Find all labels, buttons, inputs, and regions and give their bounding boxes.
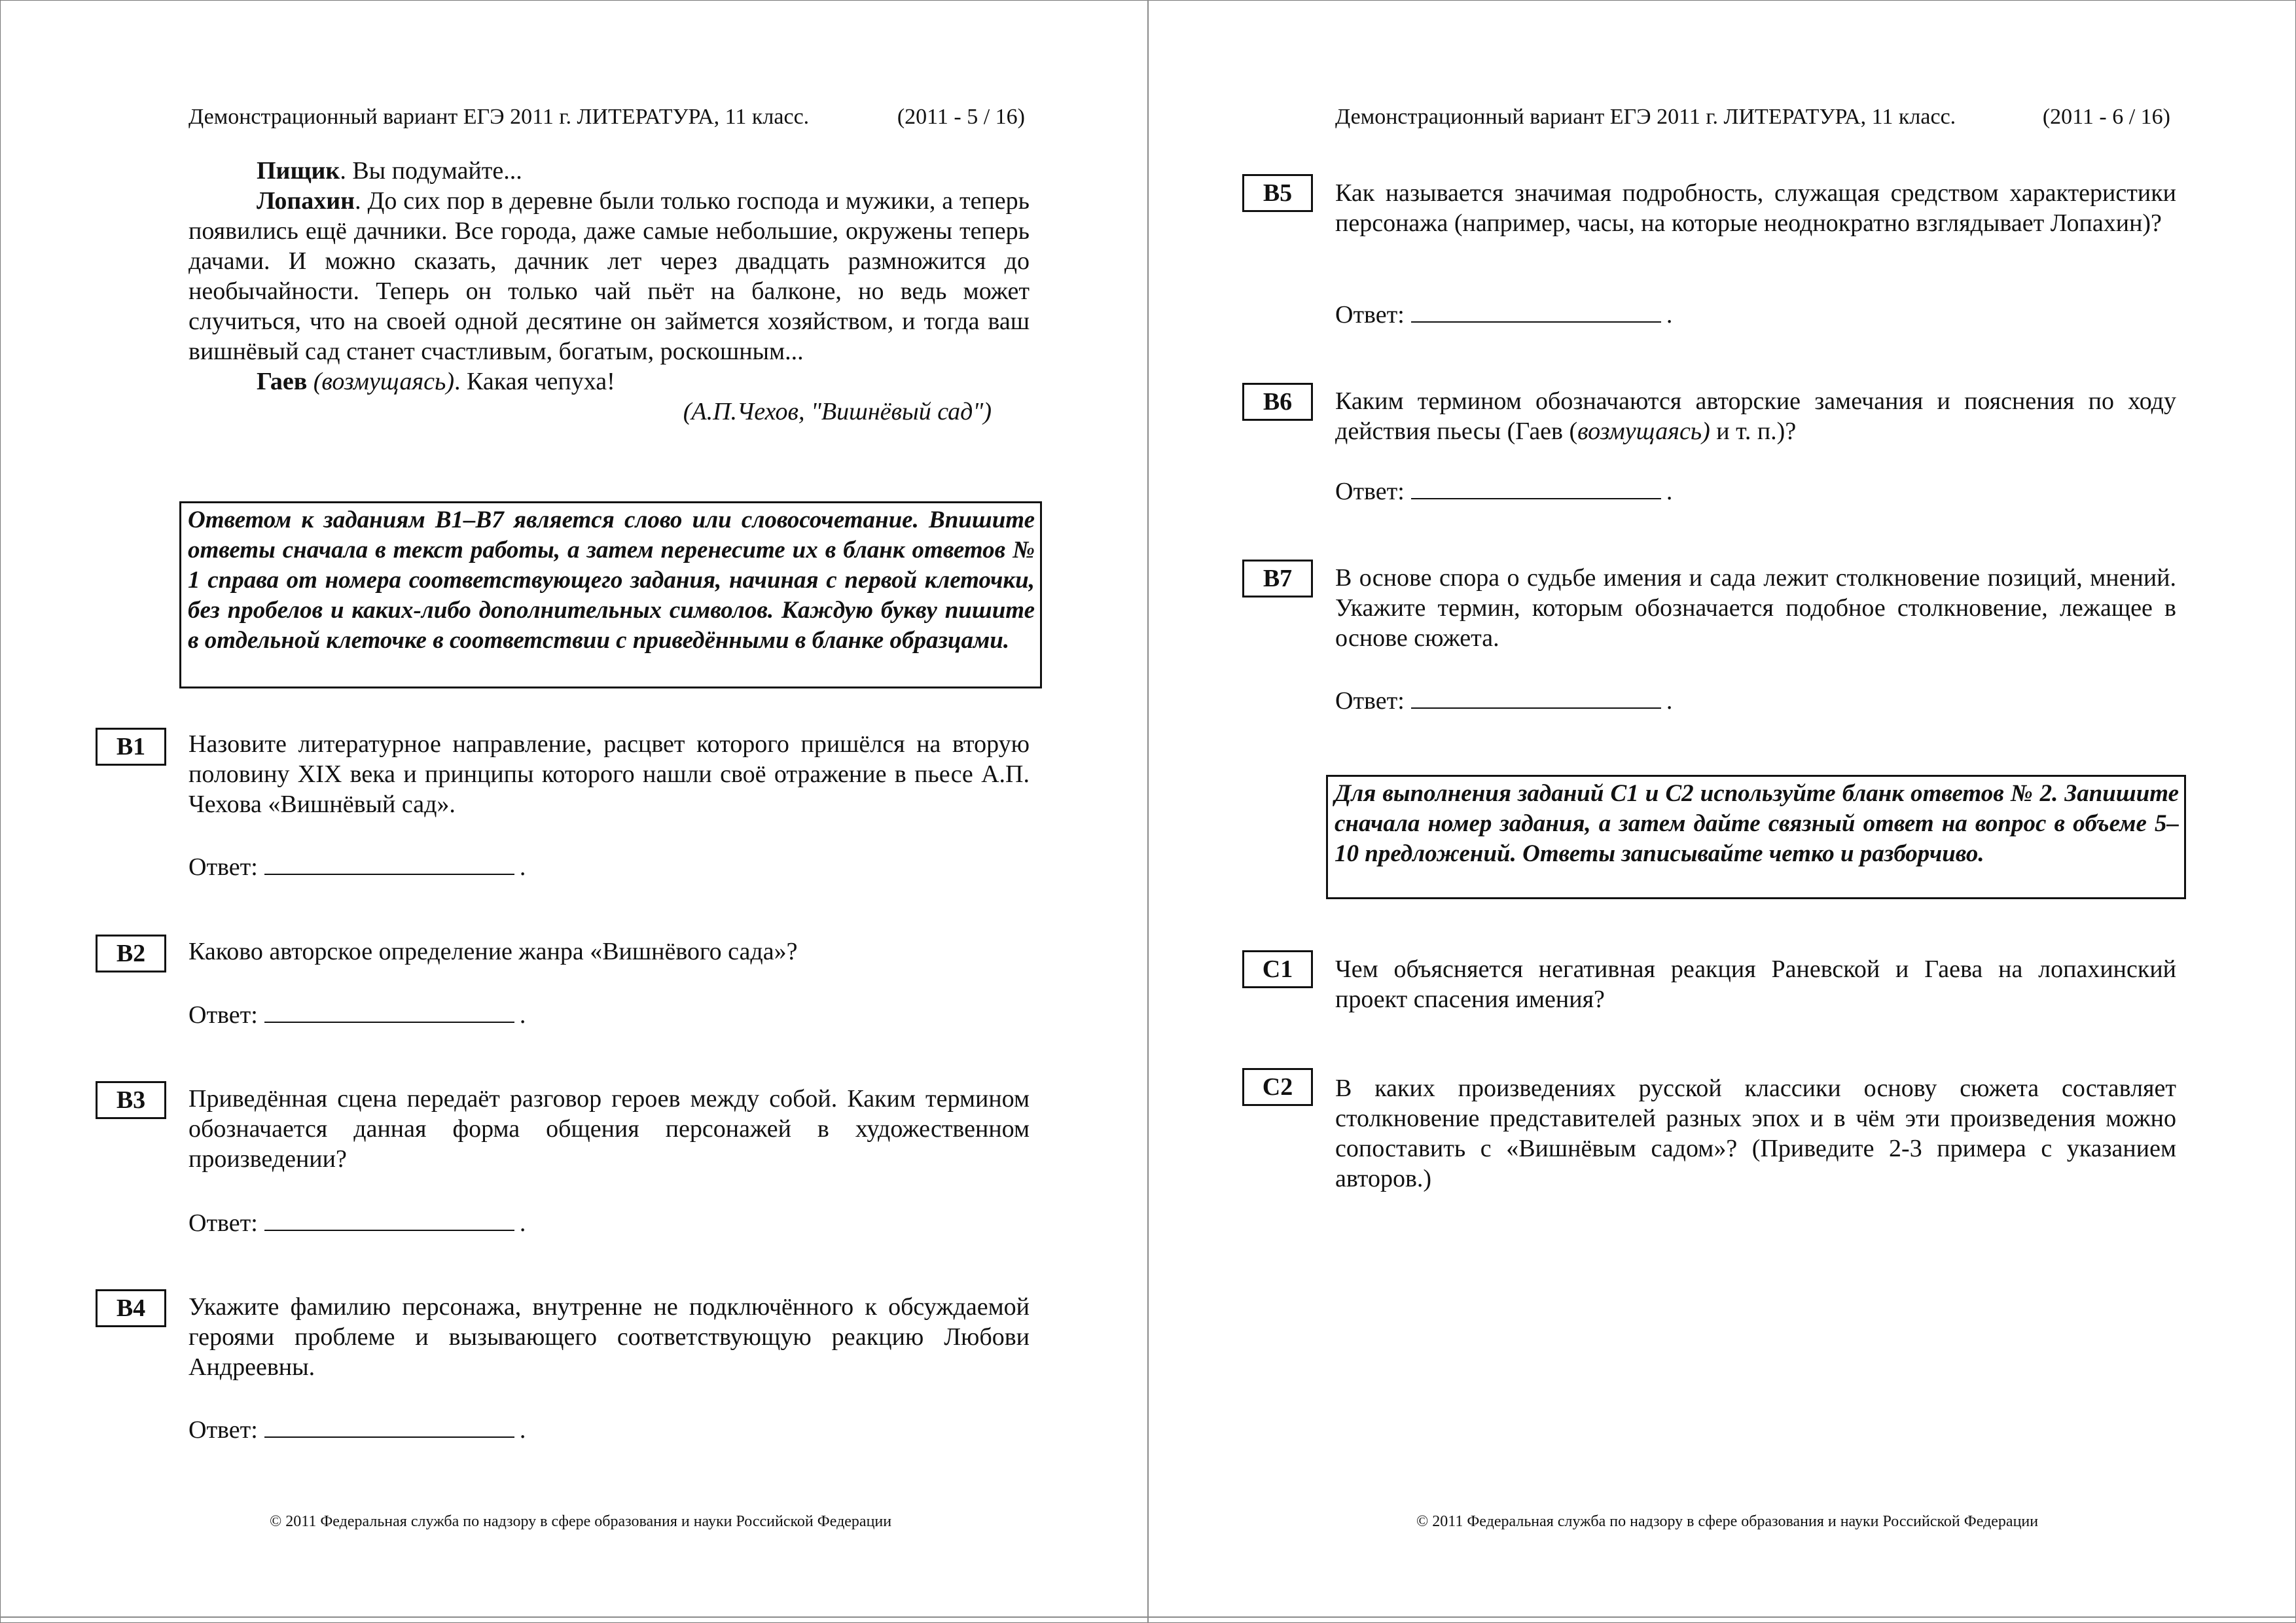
answer-end: . [519, 1209, 526, 1237]
answer-end: . [519, 1001, 526, 1029]
right-page-number: (2011 - 6 / 16) [2042, 105, 2170, 129]
answer-blank-b4[interactable] [264, 1419, 514, 1438]
speech-text: . Какая чепуха! [454, 368, 615, 395]
answer-line-b1 [188, 852, 526, 882]
question-text-b7: В основе спора о судьбе имения и сада лежит столкновение позиций, мнений. Укажите термин, которым обозначается подобное столкновение, лежащее в основе сюжета. [1335, 564, 2176, 652]
speech-text: . До сих пор в деревне были только господа и мужики, а теперь появились ещё дачники. Все города, даже самые небольшие, окружены теперь дачами. И можно сказать, дачник лет через двадцать размножится до необычайности. Теперь он только чай пьёт на балконе, но ведь может случиться, что на своей одной десятине он займется хозяйством, и тогда ваш вишнёвый сад станет счастливым, богатым, роскошным... [188, 187, 1030, 365]
answer-line-b5 [1335, 300, 1672, 330]
pishchik-line [188, 156, 1030, 186]
question-label-b7: В7 [1242, 560, 1313, 597]
instruction-box-b: Ответом к заданиям В1–В7 является слово или словосочетание. Впишите ответы сначала в текст работы, а затем перенесите их в бланк ответов № 1 справа от номера соответствующего задания, начиная с первой клеточки, без пробелов и каких-либо дополнительных символов. Каждую букву пишите в отдельной клеточке в соответствии с приведёнными в бланке образцами. [179, 501, 1042, 688]
left-page-footer: © 2011 Федеральная служба по надзору в сфере образования и науки Российской Федерации [270, 1513, 892, 1530]
answer-blank-b3[interactable] [264, 1213, 514, 1231]
answer-label: Ответ: [1335, 478, 1405, 505]
answer-end: . [1666, 301, 1673, 329]
answer-end: . [1666, 687, 1673, 715]
question-text-b5: Как называется значимая подробность, служащая средством характеристики персонажа (например, часы, на которые неоднократно взглядывает Лопахин)? [1335, 179, 2176, 237]
answer-blank-b7[interactable] [1411, 690, 1661, 709]
speech-text: . Вы подумайте... [340, 157, 522, 185]
right-page-header: Демонстрационный вариант ЕГЭ 2011 г. ЛИТЕРАТУРА, 11 класс. [1335, 105, 1956, 129]
excerpt-attribution: (А.П.Чехов, "Вишнёвый сад") [683, 398, 992, 425]
speaker-name: Гаев [257, 368, 308, 395]
question-text-c1: Чем объясняется негативная реакция Раневской и Гаева на лопахинский проект спасения имения? [1335, 955, 2176, 1013]
question-text-b3: Приведённая сцена передаёт разговор героев между собой. Каким термином обозначается данная форма общения персонажей в художественном произведении? [188, 1085, 1030, 1173]
question-text-c2: В каких произведениях русской классики основу сюжета составляет столкновение представителей разных эпох и в чём эти произведения можно сопоставить с «Вишнёвым садом»? (Приведите 2-3 примера с указанием авторов.) [1335, 1075, 2176, 1192]
answer-label: Ответ: [188, 1209, 258, 1237]
answer-line-b7 [1335, 686, 1672, 716]
answer-blank-b5[interactable] [1411, 304, 1661, 323]
answer-label: Ответ: [1335, 301, 1405, 329]
lopakhin-line [188, 186, 1030, 366]
question-label-b5: В5 [1242, 174, 1313, 212]
question-label-b6: В6 [1242, 383, 1313, 421]
answer-label: Ответ: [1335, 687, 1405, 715]
play-excerpt [188, 156, 1030, 427]
answer-blank-b6[interactable] [1411, 481, 1661, 499]
answer-label: Ответ: [188, 853, 258, 881]
question-text-b2: Каково авторское определение жанра «Вишнёвого сада»? [188, 938, 798, 965]
speaker-name: Лопахин [257, 187, 355, 215]
question-label-b2: В2 [96, 935, 166, 972]
instruction-box-c: Для выполнения заданий С1 и С2 используйте бланк ответов № 2. Запишите сначала номер задания, а затем дайте связный ответ на вопрос в объеме 5–10 предложений. Ответы записывайте четко и разборчиво. [1326, 775, 2186, 899]
stage-direction: (возмущаясь) [313, 368, 454, 395]
answer-end: . [519, 853, 526, 881]
question-text-b1: Назовите литературное направление, расцвет которого пришёлся на вторую половину XIX века и принципы которого нашли своё отражение в пьесе А.П. Чехова «Вишнёвый сад». [188, 730, 1030, 818]
question-label-c1: С1 [1242, 950, 1313, 988]
answer-label: Ответ: [188, 1416, 258, 1444]
answer-blank-b2[interactable] [264, 1005, 514, 1023]
question-text-b6: Каким термином обозначаются авторские замечания и пояснения по ходу действия пьесы (Гаев (возмущаясь) и т. п.)? [1335, 387, 2176, 445]
right-page-footer: © 2011 Федеральная служба по надзору в сфере образования и науки Российской Федерации [1416, 1513, 2039, 1530]
question-label-b1: В1 [96, 728, 166, 766]
question-label-b3: В3 [96, 1081, 166, 1119]
answer-line-b4 [188, 1415, 526, 1445]
question-text-b4: Укажите фамилию персонажа, внутренне не подключённого к обсуждаемой героями проблеме и вызывающего соответствующую реакцию Любови Андреевны. [188, 1293, 1030, 1381]
answer-end: . [1666, 478, 1673, 505]
answer-line-b3 [188, 1208, 526, 1238]
speaker-name: Пищик [257, 157, 340, 185]
italic-term: возмущаясь) [1577, 418, 1710, 445]
question-label-c2: С2 [1242, 1068, 1313, 1106]
page-divider [1147, 0, 1149, 1623]
answer-end: . [519, 1416, 526, 1444]
left-page-number: (2011 - 5 / 16) [897, 105, 1025, 129]
bottom-edge [0, 1616, 2296, 1618]
question-label-b4: В4 [96, 1289, 166, 1327]
left-page-header: Демонстрационный вариант ЕГЭ 2011 г. ЛИТЕРАТУРА, 11 класс. [188, 105, 810, 129]
answer-line-b6 [1335, 476, 1672, 507]
answer-blank-b1[interactable] [264, 857, 514, 875]
answer-label: Ответ: [188, 1001, 258, 1029]
gaev-line [188, 366, 1030, 397]
answer-line-b2 [188, 1000, 526, 1030]
